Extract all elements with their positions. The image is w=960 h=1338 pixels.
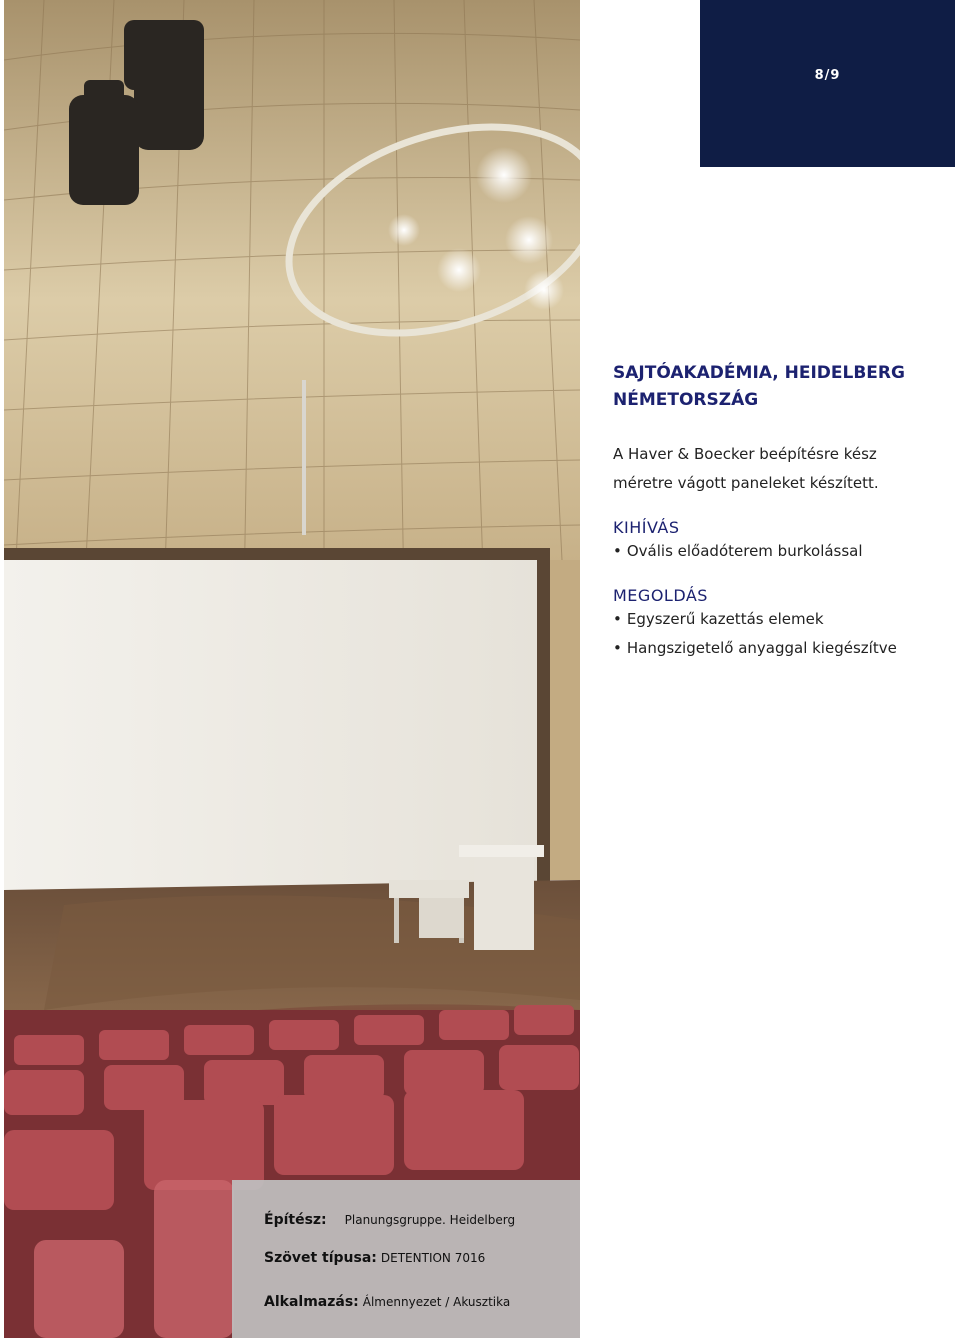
architect-label: Építész:: [264, 1212, 327, 1228]
solution-title: MEGOLDÁS: [613, 586, 708, 605]
solution-item-text: Hangszigetelő anyaggal kiegészítve: [626, 639, 897, 657]
solution-item-text: Egyszerű kazettás elemek: [626, 610, 824, 628]
bullet-icon: •: [613, 639, 622, 657]
bullet-icon: •: [613, 542, 622, 560]
page-number: 8/9: [814, 68, 841, 83]
project-description: [613, 360, 953, 663]
project-intro: [613, 440, 953, 498]
application-value: Álmennyezet / Akusztika: [362, 1295, 511, 1309]
architect-value: Planungsgruppe. Heidelberg: [344, 1213, 516, 1227]
credits-box: [232, 1180, 580, 1338]
challenge-title: KIHÍVÁS: [613, 518, 680, 537]
solution-item: [613, 634, 953, 663]
page-number-badge: [700, 0, 955, 167]
bullet-icon: •: [613, 610, 622, 628]
challenge-item: [613, 537, 953, 566]
project-title-line-2: NÉMETORSZÁG: [613, 390, 759, 410]
challenge-item-text: Ovális előadóterem burkolással: [626, 542, 863, 560]
credit-application: [264, 1294, 580, 1332]
lecture-hall-illustration: [4, 0, 580, 1338]
credit-fabric: [264, 1250, 580, 1288]
solution-item: [613, 605, 953, 634]
credit-architect: [264, 1212, 580, 1250]
lecture-hall-photo: [4, 0, 580, 1338]
application-label: Alkalmazás:: [264, 1294, 359, 1310]
fabric-label: Szövet típusa:: [264, 1250, 377, 1266]
project-title-line-1: SAJTÓAKADÉMIA, HEIDELBERG: [613, 363, 905, 383]
intro-line-1: A Haver & Boecker beépítésre kész: [613, 445, 877, 463]
intro-line-2: méretre vágott paneleket készített.: [613, 474, 879, 492]
fabric-value: DETENTION 7016: [380, 1251, 486, 1265]
